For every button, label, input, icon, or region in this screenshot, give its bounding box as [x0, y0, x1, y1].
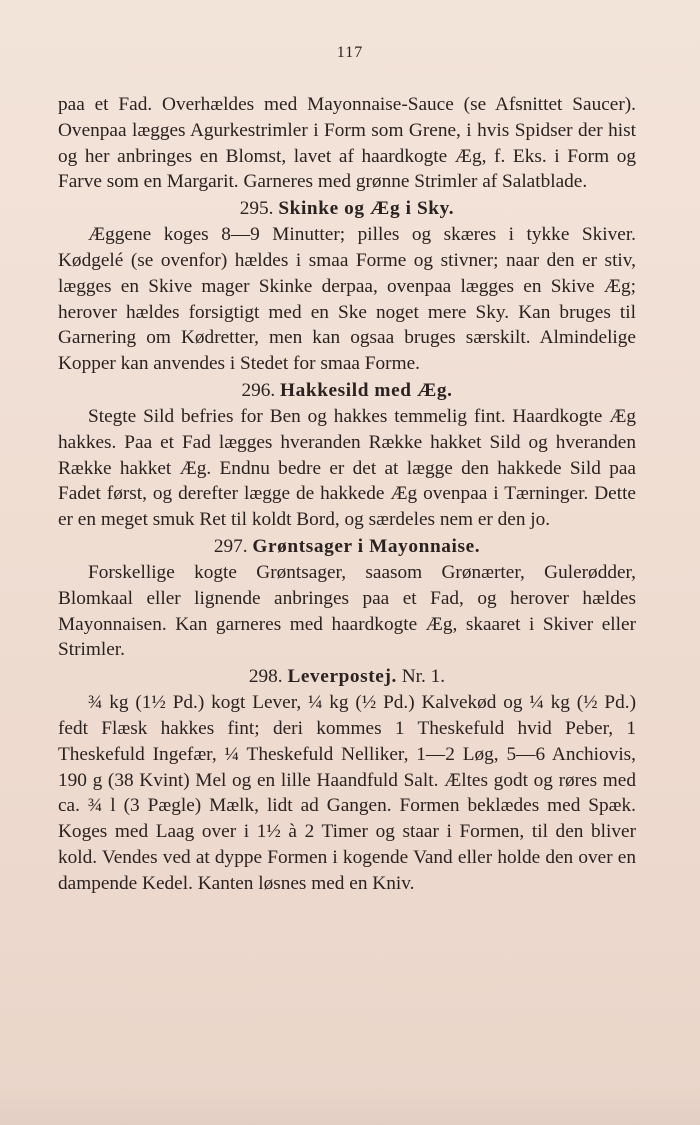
recipe-number: 297. — [213, 535, 248, 557]
recipe-heading-298 — [58, 663, 636, 690]
intro-paragraph: paa et Fad. Overhældes med Mayonnaise-Sauce (se Afsnittet Saucer). Ovenpaa lægges Agurkestrimler i Form som Grene, i hvis Spidser der hist og her anbringes en Blomst, lavet af haardkogte Æg, f. Eks. i Form og Farve som en Margarit. Garneres med grønne Strimler af Salatblade. — [58, 94, 636, 193]
page-number: 117 — [336, 44, 364, 61]
recipe-heading-295 — [58, 195, 636, 222]
recipe-heading-296 — [58, 377, 636, 404]
recipe-subtitle: Nr. 1. — [401, 666, 446, 688]
recipe-heading-297 — [58, 533, 636, 560]
recipe-text-296: Stegte Sild befries for Ben og hakkes temmelig fint. Haardkogte Æg hakkes. Paa et Fad lægges hveranden Række hakket Sild og hveranden Række hakket Æg. Endnu bedre er det at lægge den hakkede Sild paa Fadet først, og derefter lægge de hakkede Æg ovenpaa i Tærninger. Dette er en meget smuk Ret til koldt Bord, og særdeles nem er den jo. — [58, 405, 636, 531]
page-body — [58, 92, 636, 897]
recipe-text-298: ¾ kg (1½ Pd.) kogt Lever, ¼ kg (½ Pd.) Kalvekød og ¼ kg (½ Pd.) fedt Flæsk hakkes fint; deri kommes 1 Theskefuld hvid Peber, 1 Theskefuld Ingefær, ¼ Theskefuld Nelliker, 1—2 Løg, 5—6 Anchiovis, 190 g (38 Kvint) Mel og en lille Haandfuld Salt. Æltes godt og røres med ca. ¾ l (3 Pægle) Mælk, lidt ad Gangen. Formen beklædes med Spæk. Koges med Laag over i 1½ à 2 Timer og staar i Formen, til den bliver kold. Vendes ved at dyppe Formen i kogende Vand eller holde den over en dampende Kedel. Kanten løsnes med en Kniv. — [58, 692, 636, 894]
recipe-title: Hakkesild med Æg. — [280, 379, 453, 401]
recipe-number: 295. — [239, 198, 274, 220]
recipe-title: Skinke og Æg i Sky. — [278, 198, 455, 220]
recipe-number: 296. — [241, 379, 276, 401]
recipe-title: Leverpostej. — [287, 666, 397, 688]
page-edge-shade — [0, 1085, 700, 1125]
recipe-title: Grøntsager i Mayonnaise. — [252, 535, 481, 557]
recipe-text-295: Æggene koges 8—9 Minutter; pilles og skæres i tykke Skiver. Kødgelé (se ovenfor) hældes i smaa Forme og stivner; naar den er stiv, lægges en Skive mager Skinke derpaa, ovenpaa lægges en Skive Æg; herover hældes forsigtigt med en Ske noget mere Sky. Kan bruges til Garnering om Kødretter, men kan ogsaa bruges særskilt. Almindelige Kopper kan anvendes i Stedet for smaa Forme. — [58, 224, 636, 375]
recipe-number: 298. — [248, 666, 283, 688]
recipe-text-297: Forskellige kogte Grøntsager, saasom Grønærter, Gulerødder, Blomkaal eller lignende anbringes paa et Fad, og herover hældes Mayonnaisen. Kan garneres med haardkogte Æg, skaaret i Skiver eller Strimler. — [58, 561, 636, 661]
